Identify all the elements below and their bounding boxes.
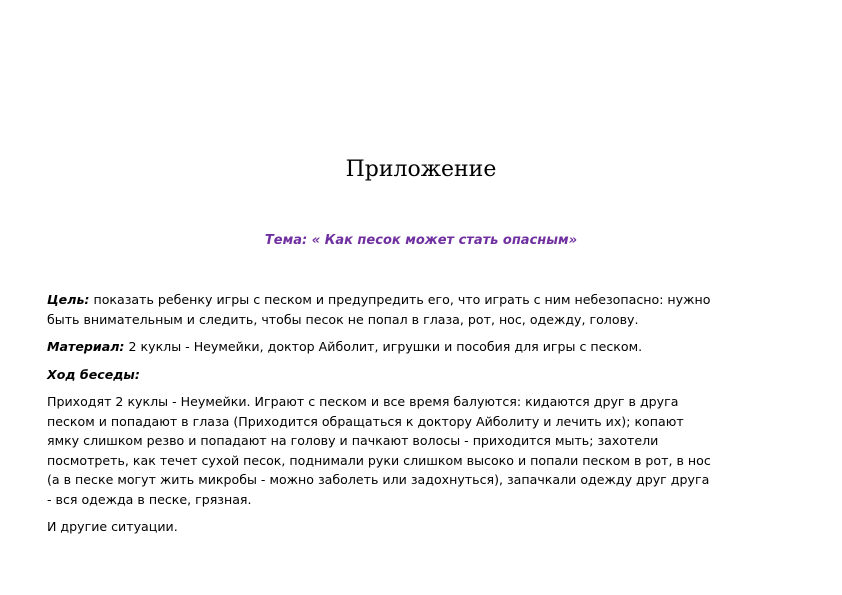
page-title: Приложение: [345, 157, 497, 182]
goal-label: Цель:: [47, 292, 90, 307]
goal-text-line-1: показать ребенку игры с песком и предупредить его, что играть с ним небезопасно: нужно: [89, 292, 711, 307]
conversation-line: песком и попадают в глаза (Приходится обращаться к доктору Айболиту и лечить их); копают: [47, 413, 684, 429]
closing-text: И другие ситуации.: [47, 519, 178, 534]
material-paragraph: [47, 337, 799, 357]
material-text: 2 куклы - Неумейки, доктор Айболит, игрушки и пособия для игры с песком.: [124, 339, 643, 354]
conversation-paragraph: [47, 392, 799, 509]
conversation-line: посмотреть, как течет сухой песок, поднимали руки слишком высоко и попали песком в рот, в нос: [47, 452, 711, 468]
material-label: Материал:: [47, 339, 125, 354]
closing-paragraph: [47, 517, 799, 537]
goal-text-line-2: быть внимательным и следить, чтобы песок не попал в глаза, рот, нос, одежду, голову.: [47, 311, 639, 327]
goal-paragraph: [47, 290, 799, 329]
conversation-line: (а в песке могут жить микробы - можно заболеть или задохнуться), запачкали одежду друг друга: [47, 472, 710, 487]
conversation-line: ямку слишком резво и попадают на голову и пачкают волосы - приходится мыть; захотели: [47, 433, 659, 448]
conversation-label: Ход беседы:: [47, 366, 140, 382]
topic-title: Тема: « Как песок может стать опасным»: [264, 233, 578, 248]
document-body: [47, 290, 799, 545]
conversation-heading-paragraph: [47, 365, 799, 385]
conversation-line: Приходят 2 куклы - Неумейки. Играют с песком и все время балуются: кидаются друг в друга: [47, 394, 679, 409]
conversation-line: - вся одежда в песке, грязная.: [47, 491, 252, 507]
